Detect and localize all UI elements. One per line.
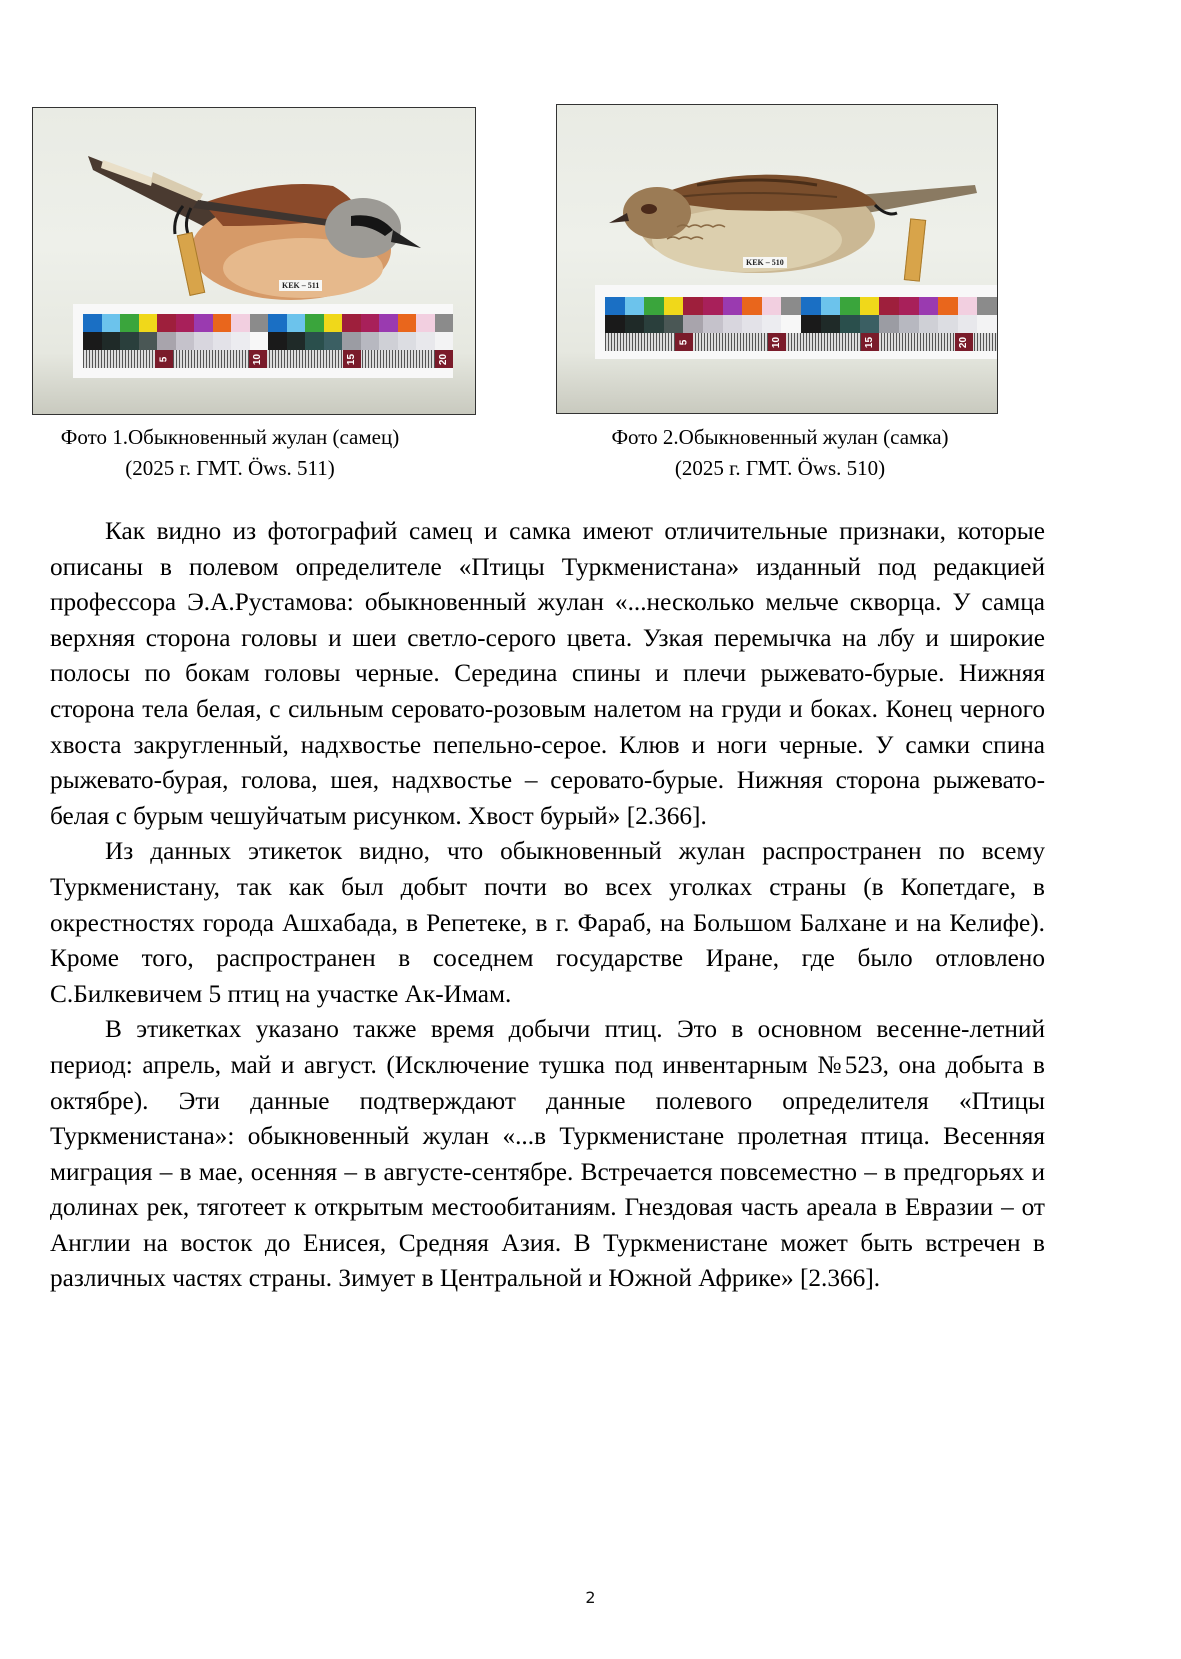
color-scale-bar	[595, 285, 997, 359]
color-swatch	[781, 297, 801, 315]
color-swatch	[664, 297, 684, 315]
specimen-label: KEK – 511	[279, 280, 322, 291]
color-swatch	[176, 332, 195, 350]
color-swatch	[703, 297, 723, 315]
color-swatch	[139, 332, 158, 350]
color-swatch	[840, 315, 860, 333]
color-swatch	[664, 315, 684, 333]
color-swatch	[139, 314, 158, 332]
color-swatch	[231, 314, 250, 332]
ruler-number: 5	[675, 333, 693, 351]
color-swatch	[120, 314, 139, 332]
color-swatch	[683, 297, 703, 315]
color-swatch	[361, 332, 380, 350]
color-swatch	[762, 315, 782, 333]
color-scale-bar	[73, 304, 453, 378]
color-swatch	[102, 314, 121, 332]
color-swatch	[416, 314, 435, 332]
color-swatch	[398, 314, 417, 332]
color-swatch	[435, 332, 454, 350]
color-swatch	[683, 315, 703, 333]
color-swatch	[879, 315, 899, 333]
paragraph: В этикетках указано также время добычи птиц. Это в основном весенне-летний период: апрель, май и август. (Исключение тушка под инвентарным №523, она добыта в октябре). Эти данные подтверждают данные полевого определителя «Птицы Туркменистана»: обыкновенный жулан «...в Туркменистане пролетная птица. Весенняя миграция – в мае, осенняя – в августе-сентябре. Встречается повсеместно – в предгорьях и долинах рек, тяготеет к открытым местообитаниям. Гнездовая часть ареала в Евразии – от Англии на восток до Енисея, Средняя Азия. В Туркменистане может быть встречен в различных частях страны. Зимует в Центральной и Южной Африке» [2.366].	[50, 1015, 1045, 1293]
ruler-number: 10	[249, 350, 267, 368]
color-swatch	[83, 332, 102, 350]
color-swatch	[801, 297, 821, 315]
ruler-number: 20	[955, 333, 973, 351]
ruler-number: 15	[861, 333, 879, 351]
photo-female-shrike	[556, 104, 998, 414]
color-swatch	[879, 297, 899, 315]
figure-caption-1	[20, 422, 440, 484]
color-swatch	[703, 315, 723, 333]
color-swatch	[742, 315, 762, 333]
color-swatch	[250, 332, 269, 350]
color-swatch	[231, 332, 250, 350]
color-swatch	[287, 314, 306, 332]
ruler-number: 10	[768, 333, 786, 351]
color-swatch	[157, 332, 176, 350]
color-swatch	[83, 314, 102, 332]
color-swatch	[860, 297, 880, 315]
color-swatch	[840, 297, 860, 315]
color-swatch	[605, 315, 625, 333]
color-swatch	[398, 332, 417, 350]
color-swatch	[899, 315, 919, 333]
color-swatch	[801, 315, 821, 333]
color-swatch	[605, 297, 625, 315]
caption-reference: (2025 г. ГМТ. Öws. 511)	[125, 456, 335, 480]
caption-reference: (2025 г. ГМТ. Öws. 510)	[674, 456, 886, 480]
color-swatch	[977, 297, 997, 315]
ruler-number: 15	[343, 350, 361, 368]
color-swatch	[157, 314, 176, 332]
color-swatch	[625, 297, 645, 315]
color-swatch	[644, 315, 664, 333]
color-swatch	[723, 315, 743, 333]
color-swatch	[625, 315, 645, 333]
color-swatch	[194, 332, 213, 350]
color-swatch	[781, 315, 801, 333]
color-swatch	[268, 314, 287, 332]
color-swatch	[435, 314, 454, 332]
color-swatch	[416, 332, 435, 350]
color-swatch	[644, 297, 664, 315]
figure-caption-2	[550, 422, 1010, 484]
color-swatch	[324, 314, 343, 332]
color-swatch	[268, 332, 287, 350]
color-swatch	[958, 315, 978, 333]
page-number: 2	[585, 1588, 596, 1607]
color-swatch	[213, 314, 232, 332]
ruler	[605, 333, 997, 351]
ruler	[83, 350, 453, 368]
color-swatch	[821, 315, 841, 333]
color-swatch	[287, 332, 306, 350]
ruler-number: 5	[155, 350, 173, 368]
color-swatch	[860, 315, 880, 333]
body-text	[50, 514, 1045, 1297]
color-swatch	[899, 297, 919, 315]
color-swatch	[342, 314, 361, 332]
color-swatch	[958, 297, 978, 315]
paragraph: Из данных этикеток видно, что обыкновенный жулан распространен по всему Туркменистану, так как был добыт почти во всех уголках страны (в Копетдаге, в окрестностях города Ашхабада, в Репетеке, в г. Фараб, на Большом Балхане и на Келифе). Кроме того, распространен в соседнем государстве Иране, где было отловлено С.Билкевичем 5 птиц на участке Ак-Имам.	[50, 837, 1045, 1008]
color-swatch	[176, 314, 195, 332]
ruler-number: 20	[435, 350, 453, 368]
caption-title: Фото 1.Обыкновенный жулан (самец)	[60, 425, 400, 449]
color-swatch	[342, 332, 361, 350]
color-swatch	[919, 315, 939, 333]
paragraph: Как видно из фотографий самец и самка имеют отличительные признаки, которые описаны в полевом определителе «Птицы Туркменистана» изданный под редакцией профессора Э.А.Рустамова: обыкновенный жулан «...несколько мельче скворца. У самца верхняя сторона головы и шеи светло-серого цвета. Узкая перемычка на лбу и широкие полосы по бокам головы черные. Середина спины и плечи рыжевато-бурые. Нижняя сторона тела белая, с сильным серовато-розовым налетом на груди и боках. Конец черного хвоста закругленный, надхвостье пепельно-серое. Клюв и ноги черные. У самки спина рыжевато-бурая, голова, шея, надхвостье – серовато-бурые. Нижняя сторона рыжевато-белая с бурым чешуйчатым рисунком. Хвост бурый» [2.366].	[50, 517, 1045, 830]
specimen-label: KEK – 510	[743, 257, 787, 268]
color-swatch	[361, 314, 380, 332]
color-swatch	[919, 297, 939, 315]
color-swatch	[379, 314, 398, 332]
color-swatch	[250, 314, 269, 332]
color-swatch	[938, 297, 958, 315]
caption-title: Фото 2.Обыкновенный жулан (самка)	[611, 425, 949, 449]
color-swatch	[305, 314, 324, 332]
color-swatch	[938, 315, 958, 333]
color-swatch	[379, 332, 398, 350]
color-swatch	[977, 315, 997, 333]
color-swatch	[120, 332, 139, 350]
color-swatch	[821, 297, 841, 315]
color-swatch	[213, 332, 232, 350]
color-swatch	[102, 332, 121, 350]
color-swatch	[194, 314, 213, 332]
color-swatch	[742, 297, 762, 315]
color-swatch	[762, 297, 782, 315]
photo-male-shrike	[32, 107, 476, 415]
color-swatch	[723, 297, 743, 315]
color-swatch	[324, 332, 343, 350]
color-swatch	[305, 332, 324, 350]
